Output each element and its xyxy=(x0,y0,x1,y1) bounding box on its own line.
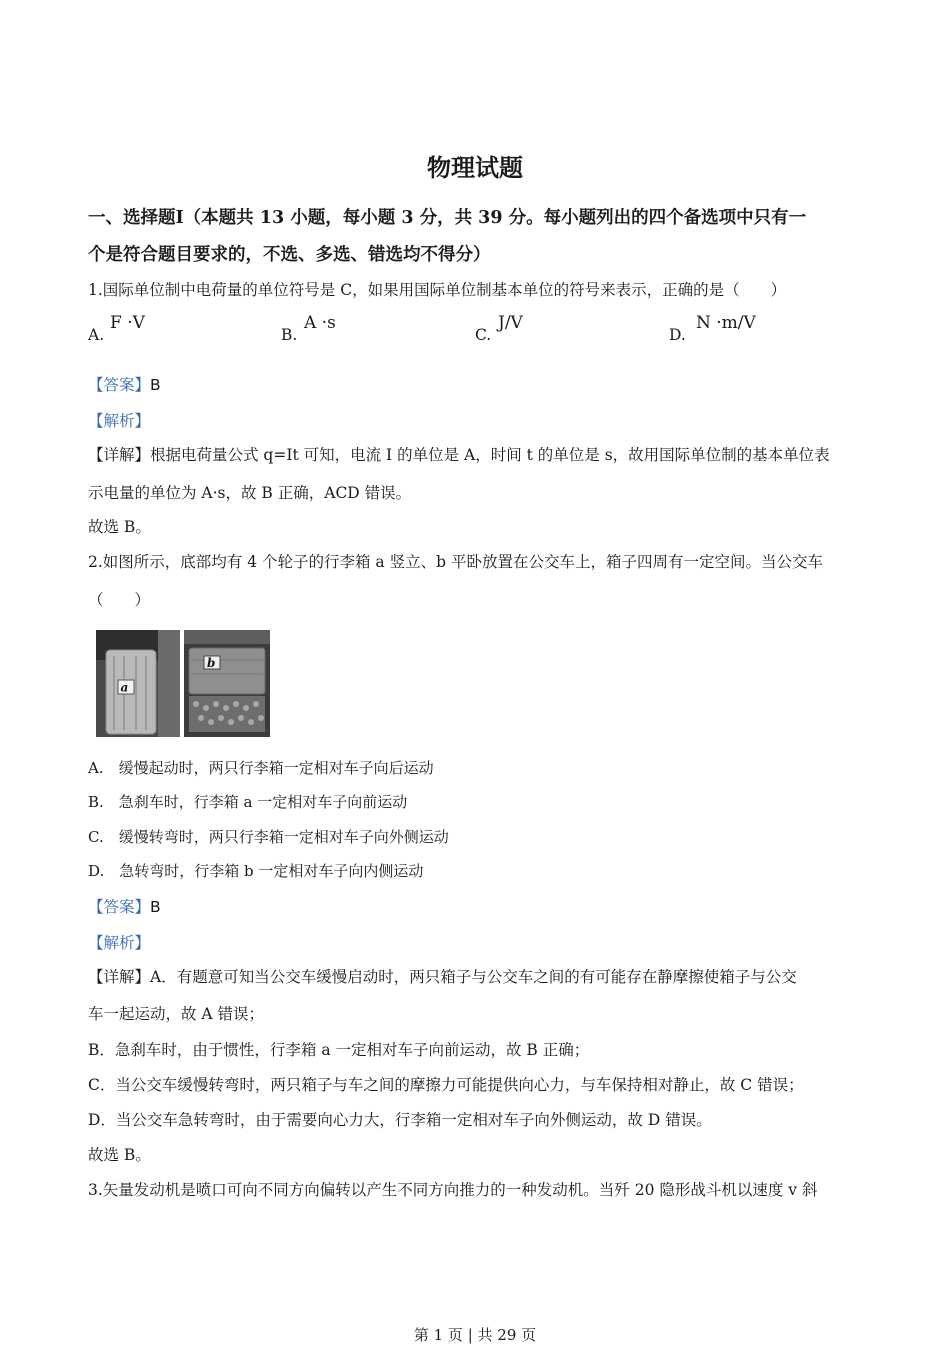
answer-tag: 【答案】 xyxy=(88,898,151,916)
page-title: 物理试题 xyxy=(427,153,523,182)
q2-answer xyxy=(88,895,161,917)
luggage-photo xyxy=(96,630,270,737)
q2-detail-line5: D．当公交车急转弯时，由于需要向心力大，行李箱一定相对车子向外侧运动，故 D 错误。 xyxy=(88,1111,712,1129)
q1-option-b-label: B. xyxy=(281,326,298,344)
q1-option-b-value: A ·s xyxy=(304,313,336,333)
q1-option-a-value: F ·V xyxy=(110,313,145,333)
q2-analysis-tag: 【解析】 xyxy=(88,934,151,952)
q2-stem-line2: （ ） xyxy=(88,591,151,609)
q1-detail-line1: 【详解】根据电荷量公式 q=It 可知，电流 I 的单位是 A，时间 t 的单位是 s，故用国际单位制的基本单位表 xyxy=(88,446,830,464)
answer-value: B xyxy=(150,376,161,394)
answer-value: B xyxy=(150,898,161,916)
q1-option-c-value: J/V xyxy=(498,313,523,333)
q2-detail-line1: 【详解】A．有题意可知当公交车缓慢启动时，两只箱子与公交车之间的有可能存在静摩擦使箱子与公交 xyxy=(88,968,797,986)
q3-stem-line1: 3.矢量发动机是喷口可向不同方向偏转以产生不同方向推力的一种发动机。当歼 20 隐形战斗机以速度 v 斜 xyxy=(88,1181,818,1199)
q1-option-c-label: C. xyxy=(475,326,492,344)
q1-option-d-label: D. xyxy=(669,326,686,344)
q2-option-d: D. 急转弯时，行李箱 b 一定相对车子向内侧运动 xyxy=(88,862,424,880)
q2-option-c: C. 缓慢转弯时，两只行李箱一定相对车子向外侧运动 xyxy=(88,828,449,846)
q1-stem: 1.国际单位制中电荷量的单位符号是 C，如果用国际单位制基本单位的符号来表示，正确的是（ ） xyxy=(88,281,787,299)
luggage-label-b: b xyxy=(207,656,216,670)
q1-detail-line2: 示电量的单位为 A·s，故 B 正确，ACD 错误。 xyxy=(88,484,412,502)
luggage-label-a: a xyxy=(120,680,129,695)
q1-option-d-value: N ·m/V xyxy=(696,313,756,333)
q2-detail-line2: 车一起运动，故 A 错误； xyxy=(88,1005,265,1023)
q1-answer xyxy=(88,373,161,395)
page-footer: 第 1 页 | 共 29 页 xyxy=(413,1326,537,1344)
q2-option-a: A. 缓慢起动时，两只行李箱一定相对车子向后运动 xyxy=(88,759,434,777)
answer-tag: 【答案】 xyxy=(88,376,151,394)
section-heading-line2: 个是符合题目要求的，不选、多选、错选均不得分） xyxy=(88,245,491,265)
q2-detail-line3: B．急刹车时，由于惯性，行李箱 a 一定相对车子向前运动，故 B 正确； xyxy=(88,1041,590,1059)
q2-option-b: B. 急刹车时，行李箱 a 一定相对车子向前运动 xyxy=(88,793,408,811)
q1-conclusion: 故选 B。 xyxy=(88,518,151,536)
section-heading-line1: 一、选择题Ⅰ（本题共 13 小题，每小题 3 分，共 39 分。每小题列出的四个备选项中只有一 xyxy=(88,208,807,228)
q2-stem-line1: 2.如图所示，底部均有 4 个轮子的行李箱 a 竖立、b 平卧放置在公交车上，箱子四周有一定空间。当公交车 xyxy=(88,553,823,571)
q1-option-a-label: A. xyxy=(88,326,105,344)
q1-analysis-tag: 【解析】 xyxy=(88,412,151,430)
q2-detail-line4: C．当公交车缓慢转弯时，两只箱子与车之间的摩擦力可能提供向心力，与车保持相对静止，故 C 错误； xyxy=(88,1076,804,1094)
q2-conclusion: 故选 B。 xyxy=(88,1146,151,1164)
